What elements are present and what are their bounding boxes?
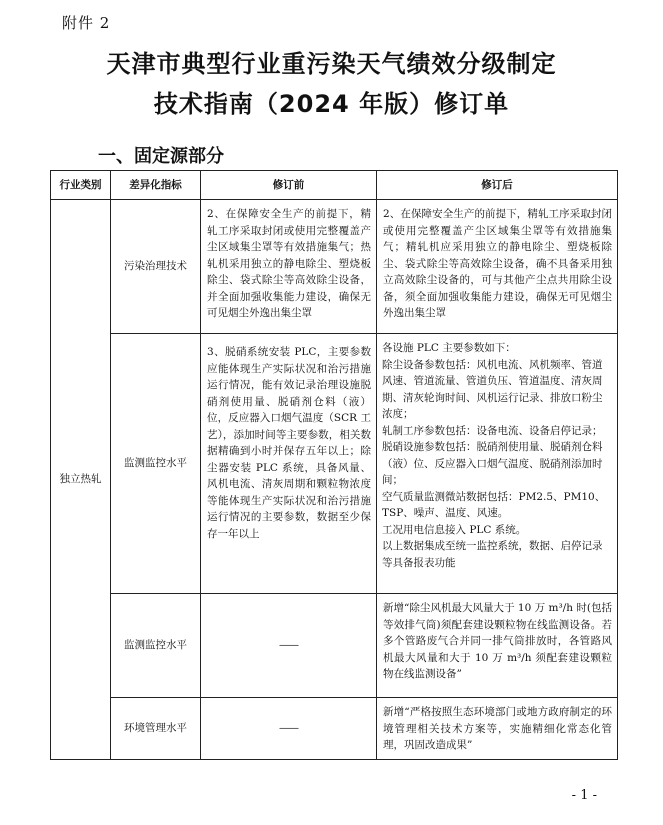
table-row (51, 698, 618, 760)
revision-table (50, 170, 618, 760)
after-cell (377, 334, 618, 594)
indicator-cell: 监测监控水平 (111, 594, 201, 698)
after-line: 各设施 PLC 主要参数如下： (382, 342, 516, 354)
before-cell: 3、脱硝系统安装 PLC，主要参数应能体现生产实际状况和治污措施运行情况，能有效记录治理设施脱硝剂使用量、脱硝剂仓料（液）位，反应器入口烟气温度（SCR 工艺），添加时间等主要参数，相关数据精确到小时并保存五年以上；除尘器安装 PLC 系统，具备风量、风机电流、清灰周期和颗粒物浓度等能体现生产实际状况和治污措施运行情况的主要参数，数据至少保存一年以上 (201, 334, 377, 594)
table-row (51, 334, 618, 594)
after-line: 脱硝设施参数包括：脱硝剂使用量、脱硝剂仓料（液）位、反应器入口烟气温度、脱硝剂添加时间； (382, 441, 603, 486)
indicator-cell: 监测监控水平 (111, 334, 201, 594)
after-cell: 新增“除尘风机最大风量大于 10 万 m³/h 时(包括等效排气筒)须配套建设颗粒物在线监测设备。若多个管路废气合并同一排气筒排放时，各管路风机最大风量和大于 10 万 m³/h 须配套建设颗粒物在线监测设备” (377, 594, 618, 698)
table-row (51, 200, 618, 334)
after-line: 工况用电信息接入 PLC 系统。 (382, 523, 527, 536)
before-cell: —— (201, 594, 377, 698)
annex-label: 附件 2 (62, 14, 111, 32)
after-line: 除尘设备参数包括：风机电流、风机频率、管道风速、管道流量、管道负压、管道温度、清灰周期、清灰轮询时间、风机运行记录、排放口粉尘浓度； (382, 358, 603, 420)
industry-cell: 独立热轧 (51, 200, 111, 760)
document-title-line-2: 技术指南（2024 年版）修订单 (153, 90, 510, 118)
header-industry: 行业类别 (51, 171, 111, 200)
document-title-line-1: 天津市典型行业重污染天气绩效分级制定 (106, 50, 557, 78)
before-cell: —— (201, 698, 377, 760)
after-cell: 新增“严格按照生态环境部门或地方政府制定的环境管理相关技术方案等，实施精细化常态化管理，巩固改造成果” (377, 698, 618, 760)
header-after: 修订后 (377, 171, 618, 200)
before-cell: 2、在保障安全生产的前提下，精轧工序采取封闭或使用完整覆盖产尘区域集尘罩等有效措施集气；热轧机采用独立的静电除尘、塑烧板除尘、袋式除尘等高效除尘设备，并全面加强收集能力建设，确保无可见烟尘外逸出集尘罩 (201, 200, 377, 334)
after-cell: 2、在保障安全生产的前提下，精轧工序采取封闭或使用完整覆盖产尘区域集尘罩等有效措施集气；精轧机应采用独立的静电除尘、塑烧板除尘、袋式除尘等高效除尘设备，确不具备采用独立高效除尘设备的，可与其他产尘点共用除尘设备，须全面加强收集能力建设，确保无可见烟尘外逸出集尘罩 (377, 200, 618, 334)
header-indicator: 差异化指标 (111, 171, 201, 200)
indicator-cell: 污染治理技术 (111, 200, 201, 334)
after-line: 轧制工序参数包括：设备电流、设备启停记录； (382, 424, 603, 437)
table-header-row (51, 171, 618, 200)
page-number: - 1 - (571, 788, 597, 803)
after-line: 以上数据集成至统一监控系统，数据、启停记录等具备报表功能 (382, 540, 603, 569)
table-row (51, 594, 618, 698)
section-heading: 一、固定源部分 (98, 146, 224, 167)
after-line: 空气质量监测微站数据包括：PM2.5、PM10、TSP、噪声、温度、风速。 (382, 490, 606, 519)
header-before: 修订前 (201, 171, 377, 200)
indicator-cell: 环境管理水平 (111, 698, 201, 760)
